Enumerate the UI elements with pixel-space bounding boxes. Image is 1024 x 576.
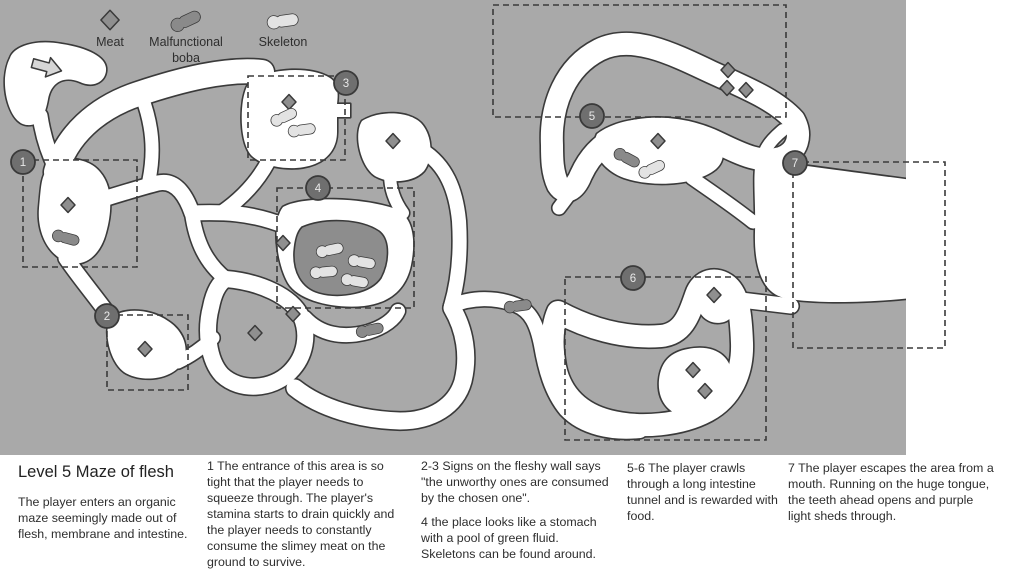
page-title: Level 5 Maze of flesh (18, 463, 174, 481)
svg-text:2: 2 (103, 311, 111, 323)
annotation-1: 1 The entrance of this area is so tight that the player needs to squeeze through. The player's stamina starts to drain quickly and the player needs to constantly consume the slimey meat on the ground to survive. (207, 459, 395, 569)
annotation-7: 7 The player escapes the area from a mouth. Running on the huge tongue, the teeth ahead opens and purple light sheds through. (788, 461, 994, 523)
annotation-2-3: 2-3 Signs on the fleshy wall says "the unworthy ones are consumed by the chosen one". (421, 459, 609, 505)
marker-1 (11, 150, 35, 174)
annotation-5-6: 5-6 The player crawls through a long intestine tunnel and is rewarded with food. (627, 461, 778, 523)
svg-text:4: 4 (314, 183, 322, 195)
marker-4 (306, 176, 330, 200)
svg-text:6: 6 (629, 273, 637, 285)
legend-label: Meat (96, 35, 124, 49)
annotation-4: 4 the place looks like a stomach with a pool of green fluid. Skeletons can be found around. (421, 515, 597, 561)
svg-text:7: 7 (791, 158, 799, 170)
svg-text:1: 1 (19, 157, 27, 169)
legend-label: Malfunctional (149, 35, 223, 49)
marker-2 (95, 304, 119, 328)
marker-6 (621, 266, 645, 290)
svg-text:3: 3 (342, 78, 350, 90)
marker-7 (783, 151, 807, 175)
skeleton-icon (310, 265, 337, 278)
legend-label: boba (172, 51, 200, 65)
marker-3 (334, 71, 358, 95)
stomach-pool (294, 221, 388, 296)
svg-text:5: 5 (588, 111, 596, 123)
legend-label: Skeleton (258, 35, 308, 49)
marker-5 (580, 104, 604, 128)
level-intro-text: The player enters an organic maze seemingly made out of flesh, membrane and intestine. (18, 495, 188, 541)
